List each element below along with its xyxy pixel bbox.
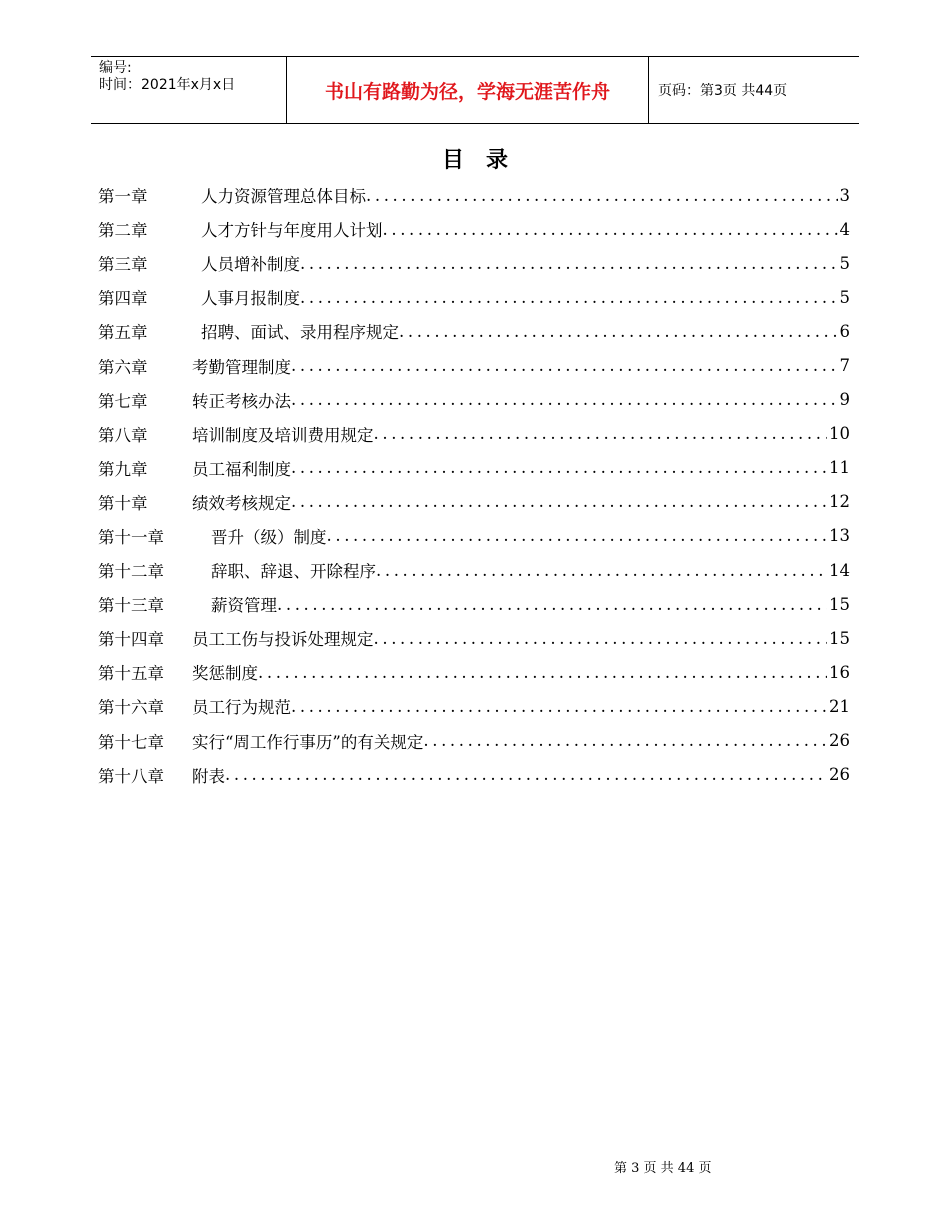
toc-entry[interactable] — [98, 246, 850, 280]
header-motto: 书山有路勤为径，学海无涯苦作舟 — [286, 57, 649, 123]
toc-entry[interactable] — [98, 689, 850, 723]
toc-chapter-number: 第三章 — [98, 255, 148, 275]
toc-entry[interactable] — [98, 383, 850, 417]
document-number-label: 编号: — [99, 60, 132, 76]
toc-page-number: 5 — [839, 287, 850, 307]
toc-leader-dots — [374, 424, 828, 443]
toc-entry[interactable] — [98, 280, 850, 314]
toc-chapter-number: 第十章 — [98, 493, 148, 513]
toc-chapter-title: 人力资源管理总体目标 — [201, 187, 366, 207]
toc-chapter-number: 第六章 — [98, 357, 148, 377]
toc-page-number: 9 — [839, 390, 850, 410]
toc-chapter-number: 第八章 — [98, 425, 148, 445]
toc-chapter-number: 第十七章 — [98, 732, 164, 752]
toc-chapter-title: 绩效考核规定 — [192, 493, 291, 513]
toc-chapter-title: 实行“周工作行事历”的有关规定 — [192, 732, 424, 752]
toc-chapter-title: 人才方针与年度用人计划 — [201, 221, 383, 241]
toc-chapter-number: 第一章 — [98, 187, 148, 207]
header-meta — [91, 57, 286, 123]
toc-chapter-title: 员工福利制度 — [192, 459, 291, 479]
toc-leader-dots — [291, 356, 838, 375]
toc-page-number: 15 — [829, 628, 850, 648]
toc-chapter-number: 第七章 — [98, 391, 148, 411]
toc-leader-dots — [366, 186, 838, 205]
toc-leader-dots — [327, 526, 828, 545]
toc-page-number: 4 — [839, 219, 850, 239]
toc-chapter-title: 附表 — [192, 766, 225, 786]
table-of-contents — [98, 178, 850, 792]
toc-page-number: 12 — [829, 492, 850, 512]
toc-entry[interactable] — [98, 348, 850, 382]
toc-leader-dots — [383, 220, 838, 239]
toc-entry[interactable] — [98, 553, 850, 587]
toc-leader-dots — [291, 390, 838, 409]
toc-chapter-title: 考勤管理制度 — [192, 357, 291, 377]
toc-entry[interactable] — [98, 417, 850, 451]
toc-entry[interactable] — [98, 758, 850, 792]
toc-page-number: 6 — [839, 321, 850, 341]
toc-page-number: 13 — [829, 526, 850, 546]
toc-leader-dots — [423, 731, 827, 750]
toc-leader-dots — [300, 254, 838, 273]
toc-chapter-number: 第十四章 — [98, 630, 164, 650]
toc-leader-dots — [374, 629, 828, 648]
toc-chapter-number: 第四章 — [98, 289, 148, 309]
toc-chapter-title: 辞职、辞退、开除程序 — [211, 562, 376, 582]
toc-entry[interactable] — [98, 178, 850, 212]
toc-chapter-title: 晋升（级）制度 — [211, 527, 327, 547]
toc-page-number: 26 — [829, 731, 850, 751]
toc-chapter-number: 第十五章 — [98, 664, 164, 684]
document-date-label: 时间：2021年x月x日 — [99, 77, 236, 93]
toc-chapter-title: 薪资管理 — [211, 596, 277, 616]
toc-chapter-number: 第二章 — [98, 221, 148, 241]
toc-chapter-title: 人员增补制度 — [201, 255, 300, 275]
toc-leader-dots — [258, 663, 827, 682]
toc-chapter-title: 员工工伤与投诉处理规定 — [192, 630, 374, 650]
toc-entry[interactable] — [98, 212, 850, 246]
page-header — [91, 56, 859, 124]
toc-chapter-number: 第九章 — [98, 459, 148, 479]
toc-leader-dots — [399, 322, 838, 341]
toc-page-number: 10 — [829, 424, 850, 444]
toc-page-number: 11 — [829, 458, 850, 478]
toc-entry[interactable] — [98, 724, 850, 758]
toc-leader-dots — [291, 492, 827, 511]
toc-entry[interactable] — [98, 621, 850, 655]
header-page-label: 页码：第3页 共44页 — [658, 83, 788, 99]
toc-entry[interactable] — [98, 451, 850, 485]
toc-chapter-title: 人事月报制度 — [201, 289, 300, 309]
toc-page-number: 15 — [829, 594, 850, 614]
toc-page-number: 16 — [829, 662, 850, 682]
toc-chapter-title: 培训制度及培训费用规定 — [192, 425, 374, 445]
toc-leader-dots — [277, 595, 827, 614]
toc-entry[interactable] — [98, 485, 850, 519]
toc-leader-dots — [291, 458, 827, 477]
toc-leader-dots — [291, 697, 827, 716]
toc-chapter-number: 第十六章 — [98, 698, 164, 718]
toc-entry[interactable] — [98, 655, 850, 689]
toc-chapter-title: 转正考核办法 — [192, 391, 291, 411]
toc-page-number: 26 — [829, 765, 850, 785]
toc-leader-dots — [225, 765, 827, 784]
toc-chapter-title: 招聘、面试、录用程序规定 — [201, 323, 399, 343]
page-footer: 第 3 页 共 44 页 — [614, 1161, 712, 1176]
toc-page-number: 14 — [829, 560, 850, 580]
toc-leader-dots — [376, 561, 827, 580]
toc-chapter-number: 第十一章 — [98, 527, 164, 547]
toc-page-number: 5 — [839, 253, 850, 273]
toc-chapter-number: 第十二章 — [98, 562, 164, 582]
toc-entry[interactable] — [98, 587, 850, 621]
toc-chapter-title: 奖惩制度 — [192, 664, 258, 684]
toc-page-number: 7 — [839, 356, 850, 376]
toc-chapter-number: 第十三章 — [98, 596, 164, 616]
toc-chapter-number: 第十八章 — [98, 766, 164, 786]
toc-chapter-title: 员工行为规范 — [192, 698, 291, 718]
toc-entry[interactable] — [98, 314, 850, 348]
toc-leader-dots — [300, 288, 838, 307]
toc-entry[interactable] — [98, 519, 850, 553]
toc-chapter-number: 第五章 — [98, 323, 148, 343]
toc-page-number: 21 — [829, 696, 850, 716]
toc-page-number: 3 — [839, 185, 850, 205]
toc-title: 目录 — [441, 148, 530, 173]
